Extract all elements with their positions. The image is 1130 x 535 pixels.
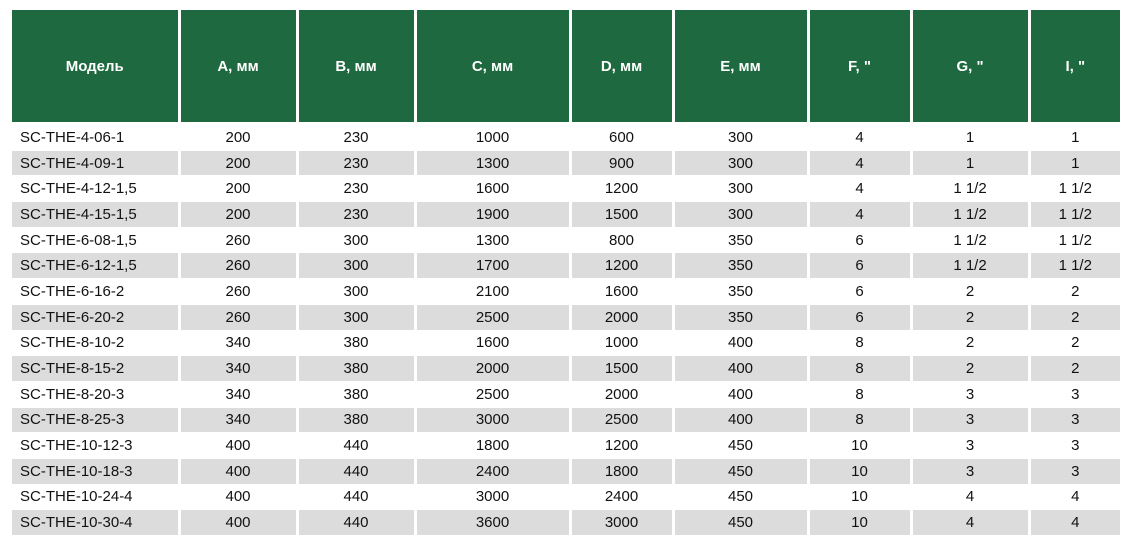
- cell-f: 6: [808, 253, 911, 279]
- cell-model: SC-THE-10-18-3: [12, 458, 179, 484]
- cell-f: 10: [808, 484, 911, 510]
- cell-i: 3: [1029, 407, 1120, 433]
- cell-f: 4: [808, 202, 911, 228]
- cell-g: 4: [911, 510, 1029, 535]
- table-row: [12, 304, 1120, 330]
- cell-i: 3: [1029, 381, 1120, 407]
- cell-model: SC-THE-10-24-4: [12, 484, 179, 510]
- cell-b: 230: [297, 124, 415, 151]
- cell-a: 200: [179, 150, 297, 176]
- cell-g: 3: [911, 458, 1029, 484]
- cell-c: 2000: [415, 356, 570, 382]
- cell-c: 1300: [415, 150, 570, 176]
- cell-d: 1500: [570, 202, 673, 228]
- cell-model: SC-THE-6-20-2: [12, 304, 179, 330]
- cell-e: 300: [673, 124, 808, 151]
- table-row: [12, 124, 1120, 151]
- cell-d: 2400: [570, 484, 673, 510]
- cell-i: 1 1/2: [1029, 253, 1120, 279]
- table-row: [12, 407, 1120, 433]
- cell-f: 8: [808, 407, 911, 433]
- cell-d: 1500: [570, 356, 673, 382]
- cell-f: 10: [808, 510, 911, 535]
- cell-model: SC-THE-8-20-3: [12, 381, 179, 407]
- table-row: [12, 227, 1120, 253]
- cell-e: 400: [673, 356, 808, 382]
- cell-c: 1600: [415, 176, 570, 202]
- table-row: [12, 484, 1120, 510]
- cell-i: 1 1/2: [1029, 227, 1120, 253]
- cell-g: 4: [911, 484, 1029, 510]
- cell-model: SC-THE-8-10-2: [12, 330, 179, 356]
- cell-model: SC-THE-8-15-2: [12, 356, 179, 382]
- cell-a: 400: [179, 484, 297, 510]
- header-i: I, ": [1029, 10, 1120, 124]
- cell-c: 2500: [415, 304, 570, 330]
- cell-g: 2: [911, 304, 1029, 330]
- cell-g: 2: [911, 279, 1029, 305]
- cell-b: 300: [297, 304, 415, 330]
- cell-g: 1 1/2: [911, 202, 1029, 228]
- cell-model: SC-THE-4-15-1,5: [12, 202, 179, 228]
- cell-e: 450: [673, 433, 808, 459]
- cell-f: 4: [808, 150, 911, 176]
- cell-i: 1: [1029, 150, 1120, 176]
- cell-g: 2: [911, 330, 1029, 356]
- cell-g: 3: [911, 381, 1029, 407]
- cell-e: 450: [673, 484, 808, 510]
- cell-d: 1200: [570, 176, 673, 202]
- cell-c: 1000: [415, 124, 570, 151]
- cell-a: 400: [179, 458, 297, 484]
- cell-b: 440: [297, 484, 415, 510]
- cell-c: 3000: [415, 407, 570, 433]
- table-header-row: [12, 10, 1120, 124]
- cell-d: 600: [570, 124, 673, 151]
- cell-a: 340: [179, 381, 297, 407]
- header-e: E, мм: [673, 10, 808, 124]
- cell-d: 2000: [570, 304, 673, 330]
- spec-table-container: [12, 10, 1120, 535]
- cell-model: SC-THE-10-30-4: [12, 510, 179, 535]
- cell-d: 2000: [570, 381, 673, 407]
- table-row: [12, 253, 1120, 279]
- cell-e: 400: [673, 381, 808, 407]
- cell-model: SC-THE-4-09-1: [12, 150, 179, 176]
- cell-f: 6: [808, 279, 911, 305]
- table-row: [12, 381, 1120, 407]
- cell-f: 10: [808, 433, 911, 459]
- cell-d: 1200: [570, 253, 673, 279]
- cell-b: 300: [297, 227, 415, 253]
- table-row: [12, 458, 1120, 484]
- cell-e: 350: [673, 279, 808, 305]
- cell-f: 8: [808, 381, 911, 407]
- cell-i: 2: [1029, 330, 1120, 356]
- cell-c: 2100: [415, 279, 570, 305]
- header-f: F, ": [808, 10, 911, 124]
- cell-e: 350: [673, 253, 808, 279]
- header-g: G, ": [911, 10, 1029, 124]
- cell-g: 1 1/2: [911, 227, 1029, 253]
- cell-f: 4: [808, 176, 911, 202]
- header-a: A, мм: [179, 10, 297, 124]
- cell-g: 3: [911, 407, 1029, 433]
- cell-g: 1: [911, 124, 1029, 151]
- cell-c: 1700: [415, 253, 570, 279]
- cell-f: 4: [808, 124, 911, 151]
- cell-b: 380: [297, 330, 415, 356]
- cell-i: 2: [1029, 356, 1120, 382]
- cell-b: 380: [297, 381, 415, 407]
- cell-c: 2500: [415, 381, 570, 407]
- cell-a: 200: [179, 124, 297, 151]
- cell-i: 4: [1029, 510, 1120, 535]
- cell-c: 1900: [415, 202, 570, 228]
- cell-i: 1 1/2: [1029, 176, 1120, 202]
- cell-i: 3: [1029, 433, 1120, 459]
- header-model: Модель: [12, 10, 179, 124]
- cell-e: 300: [673, 202, 808, 228]
- cell-e: 350: [673, 304, 808, 330]
- cell-e: 450: [673, 510, 808, 535]
- table-row: [12, 356, 1120, 382]
- table-row: [12, 202, 1120, 228]
- cell-f: 6: [808, 227, 911, 253]
- table-row: [12, 279, 1120, 305]
- cell-b: 440: [297, 433, 415, 459]
- cell-a: 340: [179, 356, 297, 382]
- table-row: [12, 510, 1120, 535]
- cell-a: 260: [179, 253, 297, 279]
- cell-e: 450: [673, 458, 808, 484]
- header-b: B, мм: [297, 10, 415, 124]
- cell-b: 440: [297, 458, 415, 484]
- cell-e: 400: [673, 407, 808, 433]
- cell-b: 300: [297, 253, 415, 279]
- cell-b: 380: [297, 356, 415, 382]
- cell-model: SC-THE-6-16-2: [12, 279, 179, 305]
- table-row: [12, 150, 1120, 176]
- cell-f: 10: [808, 458, 911, 484]
- table-row: [12, 176, 1120, 202]
- cell-d: 1000: [570, 330, 673, 356]
- cell-model: SC-THE-6-08-1,5: [12, 227, 179, 253]
- cell-c: 3600: [415, 510, 570, 535]
- cell-model: SC-THE-10-12-3: [12, 433, 179, 459]
- cell-model: SC-THE-8-25-3: [12, 407, 179, 433]
- cell-b: 300: [297, 279, 415, 305]
- cell-i: 1 1/2: [1029, 202, 1120, 228]
- cell-a: 340: [179, 330, 297, 356]
- cell-i: 4: [1029, 484, 1120, 510]
- cell-c: 1800: [415, 433, 570, 459]
- table-row: [12, 330, 1120, 356]
- cell-b: 380: [297, 407, 415, 433]
- cell-e: 400: [673, 330, 808, 356]
- cell-model: SC-THE-6-12-1,5: [12, 253, 179, 279]
- table-row: [12, 433, 1120, 459]
- cell-d: 900: [570, 150, 673, 176]
- cell-d: 2500: [570, 407, 673, 433]
- cell-d: 1200: [570, 433, 673, 459]
- cell-a: 200: [179, 202, 297, 228]
- cell-g: 1 1/2: [911, 253, 1029, 279]
- cell-i: 3: [1029, 458, 1120, 484]
- cell-b: 230: [297, 176, 415, 202]
- cell-g: 1: [911, 150, 1029, 176]
- cell-b: 230: [297, 150, 415, 176]
- table-body: [12, 124, 1120, 535]
- cell-b: 230: [297, 202, 415, 228]
- cell-f: 8: [808, 330, 911, 356]
- cell-a: 260: [179, 227, 297, 253]
- cell-a: 260: [179, 304, 297, 330]
- cell-f: 6: [808, 304, 911, 330]
- cell-e: 350: [673, 227, 808, 253]
- cell-i: 2: [1029, 304, 1120, 330]
- spec-table: [12, 10, 1120, 535]
- cell-g: 2: [911, 356, 1029, 382]
- cell-c: 3000: [415, 484, 570, 510]
- cell-d: 1800: [570, 458, 673, 484]
- cell-c: 2400: [415, 458, 570, 484]
- cell-a: 340: [179, 407, 297, 433]
- cell-model: SC-THE-4-06-1: [12, 124, 179, 151]
- cell-g: 3: [911, 433, 1029, 459]
- cell-a: 400: [179, 510, 297, 535]
- cell-b: 440: [297, 510, 415, 535]
- cell-d: 1600: [570, 279, 673, 305]
- cell-c: 1600: [415, 330, 570, 356]
- cell-e: 300: [673, 176, 808, 202]
- cell-i: 1: [1029, 124, 1120, 151]
- cell-a: 400: [179, 433, 297, 459]
- cell-d: 3000: [570, 510, 673, 535]
- cell-a: 260: [179, 279, 297, 305]
- header-d: D, мм: [570, 10, 673, 124]
- cell-e: 300: [673, 150, 808, 176]
- cell-model: SC-THE-4-12-1,5: [12, 176, 179, 202]
- cell-i: 2: [1029, 279, 1120, 305]
- cell-d: 800: [570, 227, 673, 253]
- cell-g: 1 1/2: [911, 176, 1029, 202]
- cell-a: 200: [179, 176, 297, 202]
- cell-c: 1300: [415, 227, 570, 253]
- header-c: C, мм: [415, 10, 570, 124]
- cell-f: 8: [808, 356, 911, 382]
